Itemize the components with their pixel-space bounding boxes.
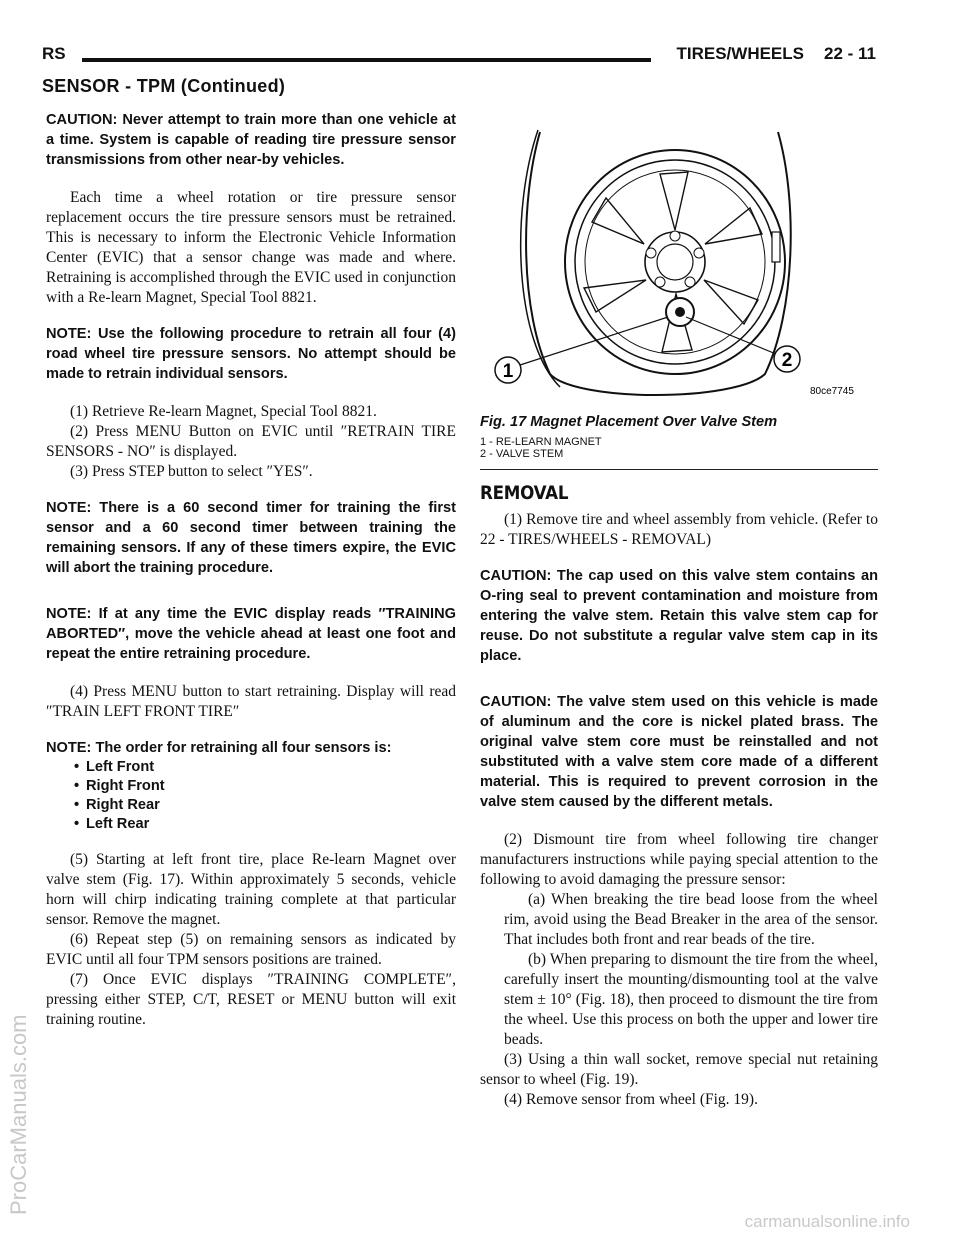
figure-caption: Fig. 17 Magnet Placement Over Valve Stem xyxy=(480,414,778,430)
page-number: 22 - 11 xyxy=(824,44,876,63)
chapter-title: TIRES/WHEELS xyxy=(676,44,804,63)
step-5: (5) Starting at left front tire, place Re-learn Magnet over valve stem (Fig. 17). Within approximately 5 seconds, vehicle horn will chirp indicating training complete at that particular sensor. Remove the magnet. xyxy=(46,851,456,928)
step-2: (2) Press MENU Button on EVIC until ″RETRAIN TIRE SENSORS - NO″ is displayed. xyxy=(46,423,456,460)
list-item: • Right Rear xyxy=(74,797,160,813)
right-column xyxy=(480,482,878,1110)
legend-item: 2 - VALVE STEM xyxy=(480,448,564,460)
step-4: (4) Press MENU button to start retraining. Display will read ″TRAIN LEFT FRONT TIRE″ xyxy=(46,683,456,720)
page-header xyxy=(42,44,876,70)
step-1: (1) Retrieve Re-learn Magnet, Special Tool 8821. xyxy=(70,403,377,420)
note-timer: NOTE: There is a 60 second timer for training the first sensor and a 60 second timer between training the remaining sensors. If any of these timers expire, the EVIC will abort the training procedure. xyxy=(46,500,456,576)
removal-heading: REMOVAL xyxy=(480,482,569,504)
list-item: • Right Front xyxy=(74,778,165,794)
figure-rule xyxy=(480,469,878,470)
list-item: • Left Rear xyxy=(74,816,150,832)
removal-step-2: (2) Dismount tire from wheel following tire changer manufacturers instructions while paying special attention to the following to avoid damaging the pressure sensor: xyxy=(480,831,878,888)
note-order: NOTE: The order for retraining all four sensors is: xyxy=(46,740,392,756)
image-code: 80ce7745 xyxy=(810,386,854,397)
list-item: • Left Front xyxy=(74,759,155,775)
left-column xyxy=(46,110,456,1030)
side-watermark: ProCarManuals.com xyxy=(6,1014,31,1215)
caution-valve-stem: CAUTION: The valve stem used on this vehicle is made of aluminum and the core is nickel plated brass. The original valve stem core must be reinstalled and not substituted with a valve stem core made of a different material. This is required to prevent corrosion in the valve stem caused by the different metals. xyxy=(480,694,878,810)
step-7: (7) Once EVIC displays ″TRAINING COMPLETE″, pressing either STEP, C/T, RESET or MENU button will exit training routine. xyxy=(46,971,456,1028)
removal-step-1: (1) Remove tire and wheel assembly from vehicle. (Refer to 22 - TIRES/WHEELS - REMOVAL) xyxy=(480,511,878,548)
section-code: RS xyxy=(42,44,66,63)
removal-step-2b: (b) When preparing to dismount the tire from the wheel, carefully insert the mounting/dismounting tool at the valve stem ± 10° (Fig. 18), then proceed to dismount the tire from the wheel. Use this process on both the upper and lower tire beads. xyxy=(504,951,878,1048)
removal-step-3: (3) Using a thin wall socket, remove special nut retaining sensor to wheel (Fig. 19). xyxy=(480,1051,878,1088)
step-6: (6) Repeat step (5) on remaining sensors as indicated by EVIC until all four TPM sensors positions are trained. xyxy=(46,931,456,968)
figure-17 xyxy=(480,112,878,472)
header-rule xyxy=(82,58,651,62)
callout-1-label: 1 xyxy=(502,361,514,382)
footer-watermark: carmanualsonline.info xyxy=(744,1212,910,1231)
sensor-order-list xyxy=(46,758,456,834)
legend-item: 1 - RE-LEARN MAGNET xyxy=(480,436,602,448)
callout-2-label: 2 xyxy=(781,350,793,371)
caution-valve-cap: CAUTION: The cap used on this valve stem contains an O-ring seal to prevent contamination and moisture from entering the valve stem. Retain this valve stem cap for reuse. Do not substitute a regular valve stem cap in its place. xyxy=(480,568,878,664)
retraining-paragraph: Each time a wheel rotation or tire pressure sensor replacement occurs the tire pressure sensors must be retrained. This is necessary to inform the Electronic Vehicle Information Center (EVIC) that a sensor change was made and where. Retraining is accomplished through the EVIC used in conjunction with a Re-learn Magnet, Special Tool 8821. xyxy=(46,189,456,306)
note-training-aborted: NOTE: If at any time the EVIC display reads ″TRAINING ABORTED″, move the vehicle ahead at least one foot and repeat the entire retraining procedure. xyxy=(46,606,456,662)
note-retrain-all: NOTE: Use the following procedure to retrain all four (4) road wheel tire pressure sensors. No attempt should be made to retrain individual sensors. xyxy=(46,326,456,382)
step-3: (3) Press STEP button to select ″YES″. xyxy=(70,463,313,480)
caution-train-one-vehicle: CAUTION: Never attempt to train more than one vehicle at a time. System is capable of reading tire pressure sensor transmissions from other near-by vehicles. xyxy=(46,112,456,168)
removal-step-4: (4) Remove sensor from wheel (Fig. 19). xyxy=(504,1091,758,1108)
figure-legend xyxy=(480,436,602,460)
section-title: SENSOR - TPM (Continued) xyxy=(42,76,286,96)
header-right xyxy=(676,44,876,64)
wheel-magnet-illustration xyxy=(480,112,878,407)
removal-step-2a: (a) When breaking the tire bead loose from the wheel rim, avoid using the Bead Breaker in the area of the sensor. That includes both front and rear beads of the tire. xyxy=(504,891,878,948)
